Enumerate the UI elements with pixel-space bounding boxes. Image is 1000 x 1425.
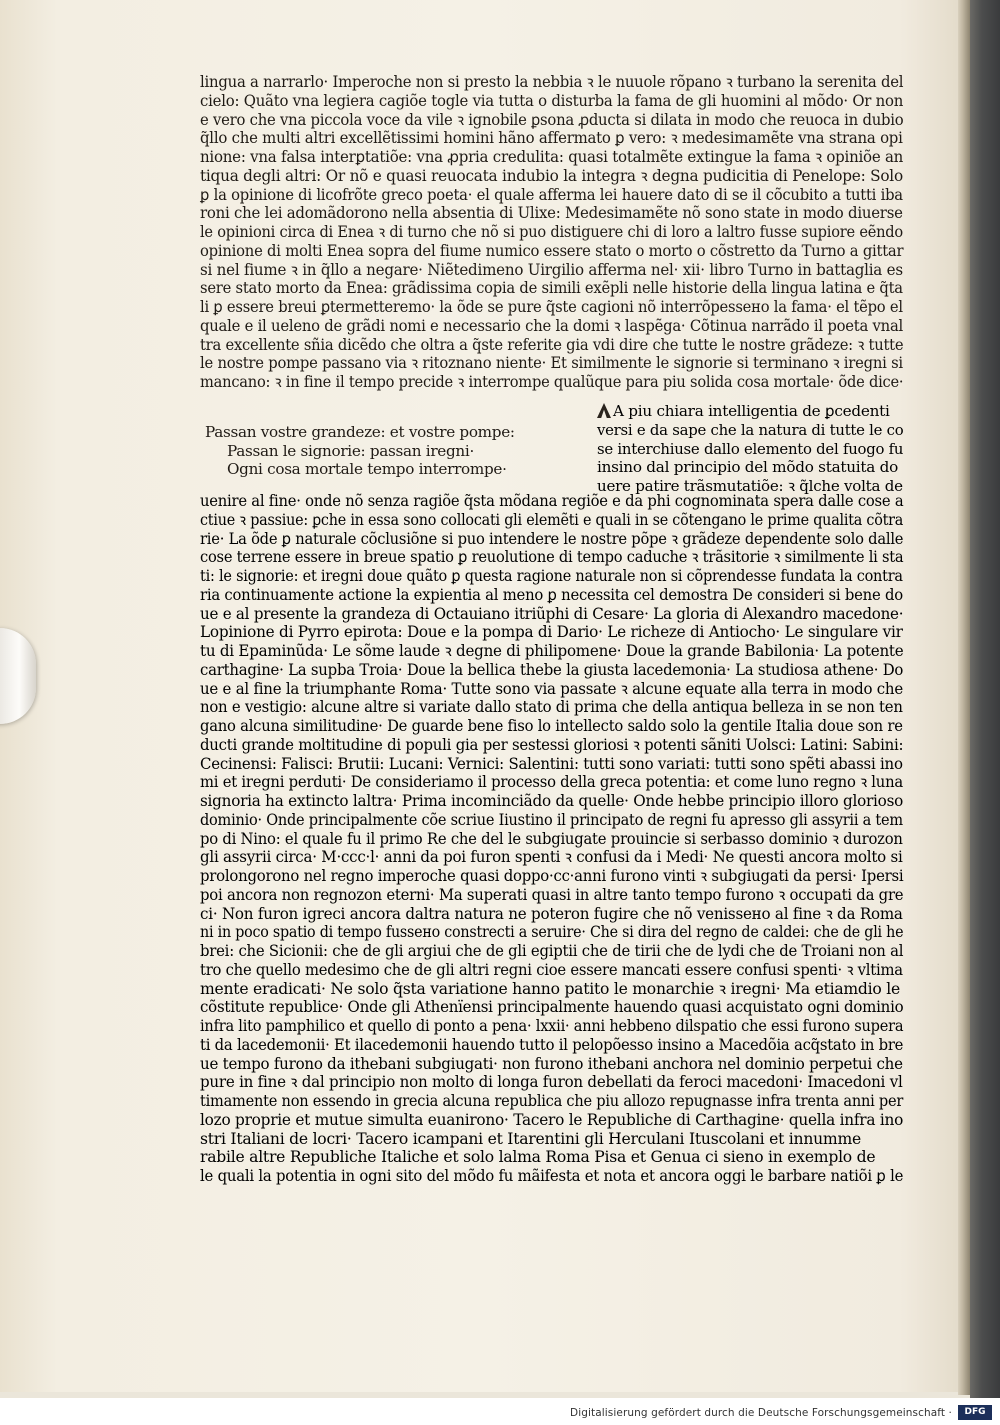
text-line: mi et iregni perduti· De consideriamo il processo della greca potentia: et come luno regno ꝛ luna	[200, 773, 903, 792]
text-line: ꝑ la opinione di licofrõte greco poeta· el quale afferma lei hauere dato di se il cõcubito a tutti iba	[200, 185, 903, 204]
commentary-line: insino dal principio del mõdo statuita do	[597, 458, 898, 477]
text-line: le opinioni circa di Enea ꝛ di turno che nõ si puo distiguere chi di loro a laltro fusse supiore eẽndo	[200, 223, 903, 241]
verse-line: Passan le signorie: passan iregni·	[227, 441, 474, 460]
text-line: ue e al presente la grandeza di Octauiano itriũphi di Cesare· La gloria di Alexandro macedone·	[200, 604, 904, 623]
text-line: lozo proprie et mutue simulta euanirono· Tacero le Republiche di Carthagine· quella infra ino	[200, 1110, 904, 1129]
verse-line: Ogni cosa mortale tempo interrompe·	[227, 460, 507, 479]
text-line: cose terrene essere in breue spatio ꝑ reuolutione di tempo caduche ꝛ trãsitorie ꝛ similmente li sta	[200, 548, 904, 567]
book-cover-edge	[970, 0, 1000, 1398]
main-text-block	[200, 73, 903, 392]
text-line: tra excellente sñia dicẽdo che oltra a q̃ste referite gia vdi dire che tutte le nostre grãdeze: ꝛ tutte	[200, 335, 904, 354]
text-line: ducti grande moltitudine di populi gia per sestessi gloriosi ꝛ potenti sãniti Uolsci: Latini: Sabini:	[200, 735, 904, 754]
commentary-line: se interchiuse dallo elemento del fuogo fu	[597, 439, 904, 458]
text-line: poi ancora non regnozon eterni· Ma superati quasi in altre tanto tempo furono ꝛ occupati da gre	[200, 885, 904, 904]
text-line: lingua a narrarlo· Imperoche non si presto la nebbia ꝛ le nuuole rõpano ꝛ turbano la serenita del	[200, 73, 904, 91]
text-line: ni in poco spatio di tempo fussено constrecti a seruire· Che si dira del regno de caldei: che de gli he	[200, 923, 904, 942]
text-line: cielo: Quãto vna legiera cagiõe togle via tutta o disturba la fama de gli huomini al mõdo· Or non	[200, 91, 904, 110]
text-line: prolongorono nel regno imperoche quasi doppo·cc·anni furono vinti ꝛ subgiugati da persi· Ipersi	[200, 867, 904, 885]
text-line: roni che lei adomãdorono nella absentia di Ulixe: Medesimamẽte nõ sono state in modo diuerse	[200, 204, 903, 223]
text-line: uenire al fine· onde nõ senza ragiõe q̃sta mõdana regiõe e da phi cognominata spera dalle cose a	[200, 492, 904, 510]
text-line: brei: che Sicionii: che de gli argiui che de gli egiptii che de tirii che de lydi che de Troiani non al	[200, 942, 904, 960]
footer-bar	[0, 1400, 1000, 1425]
text-line: le nostre pompe passano via ꝛ ritoznano niente· Et similmente le signorie si terminano ꝛ iregni si	[200, 354, 903, 373]
initial-letter-icon	[597, 403, 611, 418]
text-line: signoria ha extincto laltra· Prima incominciãdo da quelle· Onde hebbe principio illoro glorioso	[200, 792, 904, 810]
text-line: cõstitute republice· Onde gli Athenïensi principalmente hauendo quasi acquistato ogni dominio	[200, 998, 904, 1017]
text-line: tro che quello medesimo che de gli altri regni cioe essere mancati essere confusi spenti· ꝛ vltima	[200, 960, 903, 979]
text-line: Cecinensi: Falisci: Brutii: Lucani: Vernici: Salentini: tutti sono variati: tutti sono spẽti abassi ino	[200, 754, 903, 773]
text-line: le quali la potentia in ogni sito del mõdo fu mãifesta et nota et ancora oggi le barbare natiõi ꝑ le	[200, 1167, 904, 1185]
lower-text-block	[200, 492, 903, 1186]
page-edge	[958, 0, 970, 1395]
text-line: ti: le signorie: et iregni doue quãto ꝑ questa ragione naturale non si cõprendesse fundata la contra	[200, 567, 903, 585]
text-line: ctiue ꝛ passiue: ꝑche in essa sono collocati gli elemẽti e quali in se cõtengano le prime qualita cõtra	[200, 510, 904, 529]
text-line: timamente non essendo in grecia alcuna republica che piu allozo repugnasse infra trenta anni per	[200, 1092, 904, 1110]
text-line: ria continuamente actione la expientia al meno ꝑ necessita cel demostra De consideri si bene do	[200, 585, 903, 604]
text-line: opinione di molti Enea sopra del fiume numico essere stato o morto o cõstretto da Turno a gittar	[200, 241, 904, 260]
text-line: rie· La õde ꝑ naturale cõclusiõne si puo intendere le nostre põpe ꝛ grãdeze dependente solo dalle	[200, 529, 904, 548]
text-line: pure in fine ꝛ dal principio non molto di longa furon debellati da feroci macedoni· Imacedoni vl	[200, 1073, 903, 1092]
verse-block	[205, 423, 585, 479]
text-line: non e vestigio: alcune altre si variate dallo stato di prima che della antiqua belleza in se non ten	[200, 698, 903, 717]
text-line: infra lito pamphilico et quello di ponto a pena· lxxii· anni hebbeno dilspatio che essi furono supera	[200, 1017, 904, 1035]
dfg-logo-icon: DFG	[958, 1405, 992, 1420]
verse-line: Passan vostre grandeze: et vostre pompe:	[205, 423, 515, 441]
text-line: tu di Epaminũda· Le sõme laude ꝛ degne di philipomene· Doue la grande Babilonia· La potente	[200, 642, 904, 660]
text-line: ue tempo furono da ithebani subgiugati· non furono ithebani anchora nel dominio perpetui che	[200, 1054, 903, 1073]
text-line: Lopinione di Pyrro epirota: Doue e la pompa di Dario· Le richeze di Antiocho· Le singulare vir	[200, 623, 903, 642]
text-line: mente eradicati· Ne solo q̃sta variatione hanno patito le monarchie ꝛ iregni· Ma etiamdio le	[200, 979, 900, 998]
text-line: nione: vna falsa interꝑtatiõe: vna ꝓpria credulita: quasi totalmẽte extingue la fama ꝛ opiniõe an	[200, 148, 904, 166]
text-line: po di Nino: el quale fu il primo Re che del le subgiugate prouincie si serbasso dominio ꝛ durozon	[200, 829, 903, 848]
text-line: ti da lacedemonii· Et ilacedemonii hauendo tutto il pelopõesso insino a Macedõia acq̃stato in bre	[200, 1035, 904, 1054]
text-line: ci· Non furon igreci ancora daltra natura ne poteron fugire che nõ venissено al fine ꝛ da Roma	[200, 904, 903, 923]
text-line: li ꝑ essere breui ꝑtermetteremo· la õde se pure q̃ste cagioni nõ interrõpessено la fama· el tẽpo el	[200, 298, 903, 316]
text-line: sere stato morto da Enea: grãdissima copia de simili exẽpli nelle historie della lingua latina e q̃ta	[200, 279, 903, 298]
text-line: tiqua degli altri: Or nõ e quasi reuocata indubio la integra ꝛ degna pudicitia di Penelope: Solo	[200, 166, 903, 185]
text-line: gli assyrii circa· M·ccc·l· anni da poi furon spenti ꝛ confusi da i Medi· Ne questi ancora molto si	[200, 848, 903, 867]
text-line: dominio· Onde principalmente cõe scriue Iiustino il principato de regni fu apresso gli assyrii a tem	[200, 810, 903, 829]
text-line: e vero che vna piccola voce da vile ꝛ ignobile ꝑsona ꝓducta si dilata in modo che reuoca in dubio	[200, 110, 904, 129]
commentary-line: A piu chiara intelligentia de ꝑcedenti	[597, 402, 903, 421]
text-line: rabile altre Republiche Italiche et solo lalma Roma Pisa et Genua ci sieno in exemplo de	[200, 1148, 876, 1167]
commentary-line: versi e da sape che la natura di tutte le co	[597, 420, 904, 439]
text-line: ue e al fine la triumphante Roma· Tutte sono via passate ꝛ alcune equate alla terra in modo che	[200, 679, 903, 698]
text-line: carthagine· La supba Troia· Doue la bellica thebe la giusta lacedemonia· La studiosa athene· Do	[200, 660, 904, 679]
commentary-line: uere patire trãsmutatiõe: ꝛ q̃lche volta de	[597, 477, 903, 495]
text-line: gano alcuna similitudine· De guarde bene fiso lo intellecto saldo solo la gentile Italia doue son re	[200, 717, 903, 735]
funding-credit: Digitalisierung gefördert durch die Deutsche Forschungsgemeinschaft ·	[570, 1407, 952, 1419]
text-line: mancano: ꝛ in fine il tempo precide ꝛ interrompe qualũque para piu solida cosa mortale· õde dice·	[200, 373, 904, 391]
text-line: quale e il ueleno de grãdi nomi e necessario che la domi ꝛ laspẽga· Cõtinua narrãdo il poeta vnal	[200, 316, 904, 335]
text-line: si nel fiume ꝛ in q̃llo a negare· Niẽtedimeno Uirgilio afferma nel· xii· libro Turno in battaglia es	[200, 260, 903, 279]
text-line: q̃llo che multi altri excellẽtissimi homini hãno affermato ꝑ vero: ꝛ medesimamẽte vna strana opi	[200, 129, 903, 148]
text-line: stri Italiani de locri· Tacero icampani et Itarentini gli Herculani Ituscolani et innumme	[200, 1129, 861, 1148]
commentary-block	[597, 402, 903, 496]
